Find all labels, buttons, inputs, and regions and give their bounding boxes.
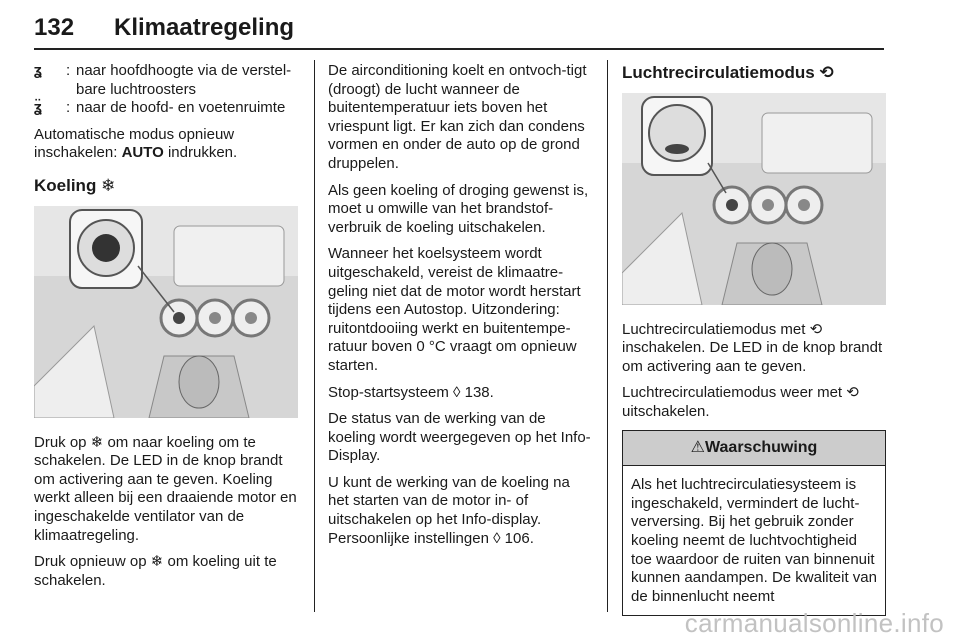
column-divider-2 [607, 60, 608, 612]
column-middle [328, 62, 594, 556]
column-right [622, 62, 886, 616]
fuel-paragraph: Als geen koeling of droging gewenst is, moet u omwille van het brandstof-verbruik de koeling uitschakelen. [328, 181, 589, 236]
stop-start-reference: Stop-startsysteem ◊ 138. [328, 383, 494, 401]
def-row-head-feet: ʓ̈ : naar de hoofd- en voetenruimte [34, 99, 300, 118]
warning-title: ⚠Waarschuwing [623, 431, 885, 467]
snowflake-icon: ❄ [150, 553, 164, 571]
def-text: naar de hoofd- en voetenruimte [76, 99, 286, 117]
page-number: 132 [34, 14, 75, 41]
column-left [34, 62, 300, 598]
warning-text: Als het luchtrecirculatiesysteem is ingeschakeld, vermindert de lucht-verversing. Bij het gebruik zonder koeling neemt de luchtvochtigheid toe waardoor de ruiten van binnenuit kunnen aandampen. De kwaliteit van de binnenlucht neemt [631, 476, 877, 605]
recirculation-heading: Luchtrecirculatiemodus ⟲ [622, 63, 834, 82]
airflow-head-feet-icon: ʓ̈ [34, 99, 42, 117]
cooling-figure [34, 206, 298, 418]
page-header [34, 10, 884, 50]
def-row-head-level: ʓ : naar hoofdhoogte via de verstel-bare luchtroosters [34, 62, 300, 99]
column-divider-1 [314, 60, 315, 612]
autostop-paragraph: Wanneer het koelsysteem wordt uitgeschakeld, vereist de klimaatre-geling niet dat de motor wordt herstart tijdens een Autostop. Uitzondering: ruitontdooiing werkt en buitentempe-ratuur boven 0 °C vraagt om opnieuw starten. [328, 245, 581, 374]
cooling-heading: Koeling ❄ [34, 175, 116, 195]
aircon-paragraph: De airconditioning koelt en ontvoch-tigt (droogt) de lucht wanneer de buitentemperatuur iets boven het vriespunt ligt. Er kan zich dan condens vormen en onder de auto op de grond druppelen. [328, 62, 587, 172]
recirculation-icon: ⟲ [846, 384, 859, 402]
auto-key: AUTO [121, 144, 164, 162]
auto-paragraph: Automatische modus opnieuw inschakelen: AUTO indrukken. [34, 125, 238, 162]
chapter-title: Klimaatregeling [114, 14, 295, 41]
recirc-off-paragraph: Luchtrecirculatiemodus weer met ⟲ uitschakelen. [622, 384, 859, 420]
recirculation-figure [622, 93, 886, 305]
cooling-paragraph-2: Druk opnieuw op ❄ om koeling uit te schakelen. [34, 553, 277, 589]
def-text: naar hoofdhoogte via de verstel-bare luchtroosters [76, 62, 292, 98]
warning-box [622, 430, 886, 616]
recirc-on-paragraph: Luchtrecirculatiemodus met ⟲ inschakelen. De LED in de knop brandt om activering aan te geven. [622, 320, 883, 375]
info-display-paragraph: U kunt de werking van de koeling na het starten van de motor in- of uitschakelen op het Info-display. Persoonlijke instellingen ◊ 106. [328, 473, 570, 547]
snowflake-icon: ❄ [101, 175, 116, 195]
watermark: carmanualsonline.info [684, 608, 944, 638]
recirculation-icon: ⟲ [809, 320, 823, 338]
recirculation-icon: ⟲ [819, 63, 834, 82]
snowflake-icon: ❄ [90, 433, 104, 451]
cooling-paragraph-1: Druk op ❄ om naar koeling om te schakelen. De LED in de knop brandt om activering aan te geven. Koeling werkt alleen bij een draaiende motor en ingeschakelde ventilator van de klimaatregeling. [34, 433, 297, 544]
status-paragraph: De status van de werking van de koeling wordt weergegeven op het Info-Display. [328, 410, 591, 465]
airflow-head-icon: ʓ [34, 62, 42, 79]
